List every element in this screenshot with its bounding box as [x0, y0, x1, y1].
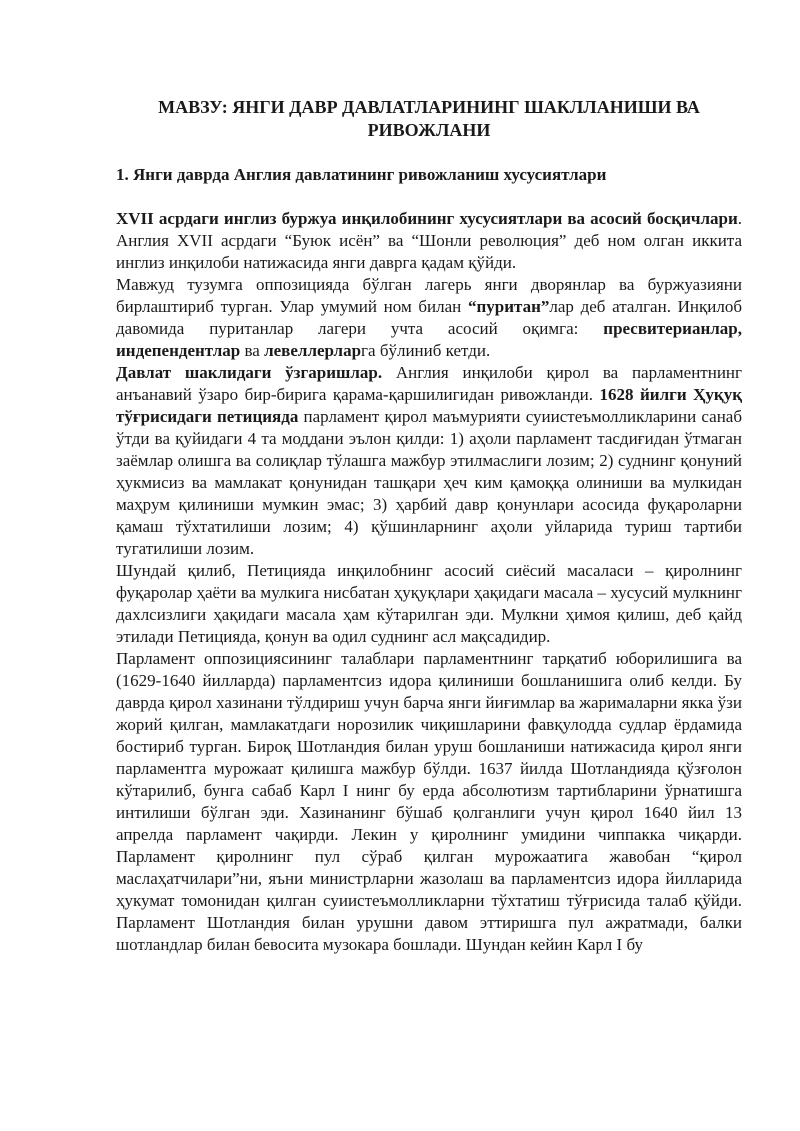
section-heading: 1. Янги даврда Англия давлатининг ривожланиш хусусиятлари	[116, 165, 607, 184]
paragraph-revolution-features	[116, 208, 742, 274]
bold-phrase: левеллерлар	[264, 341, 362, 360]
bold-phrase: 1628 йилги Ҳуқуқ тўғрисидаги петицияда	[116, 385, 742, 426]
document-title: МАВЗУ: ЯНГИ ДАВР ДАВЛАТЛАРИНИНГ ШАКЛЛАНИШИ ВА РИВОЖЛАНИ	[158, 97, 700, 140]
bold-phrase: “пуритан”	[467, 297, 550, 316]
paragraph-text: ва	[240, 341, 265, 360]
bold-phrase: пресвитерианлар,	[603, 319, 742, 338]
paragraph-text: га бўлиниб кетди.	[361, 341, 491, 360]
paragraph-text: Мавжуд тузумга оппозицияда бўлган лагерь янги дворянлар ва буржуазияни бирлаштириб турган. Улар умумий ном билан	[116, 275, 742, 316]
document-page	[116, 96, 742, 956]
paragraph-text: . Англия XVII асрдаги “Буюк исён” ва “Шонли революция” деб ном олган иккита инглиз инқилоби натижасида янги даврга қадам қўйди.	[116, 209, 742, 272]
paragraph-text: парламент қирол маъмурияти суиистеъмолликларини санаб ўтди ва қуйидаги 4 та моддани эълон қилди: 1) аҳоли парламент тасдиғидан ўтмаган заёмлар олишга ва солиқлар тўлашга мажбур этилмаслиги лозим; 2) суднинг қонуний ҳукмисиз ва мамлакат қонунидан ташқари ҳеч ким қамоққа олиниши ва мулкидан маҳрум қилиниши мумкин эмас; 3) ҳарбий давр қонунлари асосида фуқароларни қамаш тўхтатилиши лозим; 4) қўшинларнинг аҳоли уйларида туриш тартиби тугатилиши лозим.	[116, 407, 742, 558]
bold-phrase: XVII асрдаги инглиз буржуа инқилобининг хусусиятлари ва асосий босқичлари	[116, 209, 738, 228]
bold-phrase: Давлат шаклидаги ўзгаришлар.	[116, 363, 383, 382]
paragraph-petition-summary: Шундай қилиб, Петицияда инқилобнинг асосий сиёсий масаласи – қиролнинг фуқаролар ҳаёти ва мулкига нисбатан ҳуқуқлари ҳақидаги масала – хусусий мулкнинг дахлсизлиги ҳақидаги масала ҳам кўтарилган эди. Мулкни ҳимоя қилиш, деб қайд этилади Петицияда, қонун ва одил суднинг асл мақсадидир.	[116, 561, 742, 646]
paragraph-text: Англия инқилоби қирол ва парламентнинг анъанавий ўзаро бир-бирига қарама-қаршилигидан ривожланди.	[116, 363, 742, 404]
paragraph-puritans	[116, 274, 742, 362]
bold-phrase: индепендентлар	[116, 341, 241, 360]
paragraph-state-form-changes	[116, 362, 742, 560]
paragraph-text: лар деб аталган. Инқилоб давомида пуританлар лагери учта асосий оқимга:	[116, 297, 742, 338]
paragraph-parliament-opposition: Парламент оппозициясининг талаблари парламентнинг тарқатиб юборилишига ва (1629-1640 йилларда) парламентсиз идора қилиниши бошланишига олиб келди. Бу даврда қирол хазинани тўлдириш учун барча янги йиғимлар ва жарималарни якка ўзи жорий қилган, мамлакатдаги норозилик чиқишларини фавқулодда судлар ёрдамида бостириб турган. Бироқ Шотландия билан уруш бошланиши натижасида қирол янги парламентга мурожаат қилишга мажбур бўлди. 1637 йилда Шотландияда қўзғолон кўтарилиб, бунга сабаб Карл I нинг бу ерда абсолютизм тартибларини ўрнатишга интилиши бўлган эди. Хазинанинг бўшаб қолганлиги учун қирол 1640 йил 13 апрелда парламент чақирди. Лекин у қиролнинг умидини чиппакка чиқарди. Парламент қиролнинг пул сўраб қилган мурожаатига жавобан “қирол маслаҳатчилари”ни, яъни министрларни жазолаш ва парламентсиз идора йилларида ҳукумат томонидан қилган суиистеъмолликларни тўхтатиш тўғрисида талаб қўйди. Парламент Шотландия билан урушни давом эттиришга пул ажратмади, балки шотландлар билан бевосита музокара бошлади. Шундан кейин Карл I бу	[116, 649, 742, 954]
